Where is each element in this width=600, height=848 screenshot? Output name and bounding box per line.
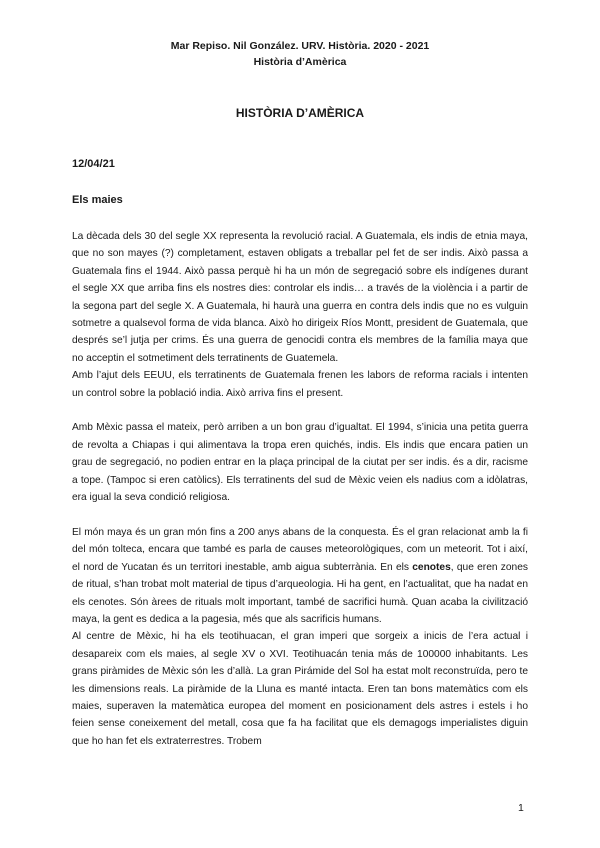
paragraph: Al centre de Mèxic, hi ha els teotihuacan, el gran imperi que sorgeix a inicis de l’era actual i desapareix com els maies, al segle XV o XVI. Teotihuacán tenia más de 100000 inhabitants. Les grans piràmides de Mèxic són les d’allà. La gran Pirámide del Sol ha estat molt reconstruïda, pero te les dimensions reals. La piràmide de la Lluna es manté intacta. Eren tan bons matemàtics com els maies, superaven la matemàtica europea del moment en posicionament dels astres i estels i ho feien sense coneixement del metall, cosa que fa ha facilitat que els demagogs imperialistes diguin que ho han fet els extraterrestres. Trobem: [72, 631, 528, 747]
paragraph-text: , que eren zones de ritual, s’han trobat molt material de tipus d’arqueologia. Hi ha gent, en l’actualitat, que ha nadat en els cenotes. Són àrees de rituals molt important, també de sacrifici humà. Quan acaba la civilització maya, la gent es dedica a la pagesia, més que als sacrificis humans.: [72, 561, 528, 625]
page-header: [0, 38, 600, 70]
document-body: [72, 228, 528, 750]
paragraph: Amb Mèxic passa el mateix, però arriben a un bon grau d’igualtat. El 1994, s’inicia una petita guerra de revolta a Chiapas i qui alimentava la tropa eren quichés, indis. Els indis que encara patien un grau de segregació, no podien entrar en la plaça principal de la ciutat per ser indis. és a dir, racisme a tope. (Tampoc si eren catòlics). Els terratinents del sud de Mèxic veien els nadius com a idòlatras, era igual la seva condició religiosa.: [72, 422, 528, 504]
bold-term: cenotes: [412, 561, 451, 573]
paragraph: La dècada dels 30 del segle XX representa la revolució racial. A Guatemala, els indis de etnia maya, que no son mayes (?) completament, estaven obligats a treballar pel fet de ser indis. Això passa a Guatemala fins el 1944. Això passa perquè hi ha un món de segregació sobre els indígenes durant el segle XX que arriba fins els nostres dies: controlar els indis… a través de la violència i a partir de la segona part del segle X. A Guatemala, hi haurà una guerra en contra dels indis que no es vulguin sotmetre a qualsevol forma de vida blanca. Això ho dirigeix Ríos Montt, president de Guatemala, que després se’l jutja per crims. És una guerra de genocidi contra els membres de la família maya que no acceptin el sotmetiment dels terratinents de Guatemela.: [72, 231, 528, 364]
page-number: 1: [518, 802, 524, 814]
section-heading: Els maies: [72, 194, 123, 206]
paragraph-text: El món maya és un gran món fins a 200 anys abans de la conquesta. És el gran relacionat amb la fi del món tolteca, encara que també es parla de causes meteorològiques, com un meteorit. Tot i així, el nord de Yucatan és un territori inestable, amb aigua subterrània. En els: [72, 526, 528, 573]
paragraph: [72, 524, 528, 628]
header-authors: Mar Repiso. Nil González. URV. Història. 2020 - 2021: [170, 40, 430, 52]
header-course: Història d’Amèrica: [253, 56, 347, 68]
document-title: HISTÒRIA D’AMÈRICA: [235, 106, 365, 120]
entry-date: 12/04/21: [72, 158, 115, 170]
paragraph: Amb l’ajut dels EEUU, els terratinents de Guatemala frenen les labors de reforma racials i intenten un control sobre la població india. Això arriva fins el present.: [72, 370, 528, 399]
